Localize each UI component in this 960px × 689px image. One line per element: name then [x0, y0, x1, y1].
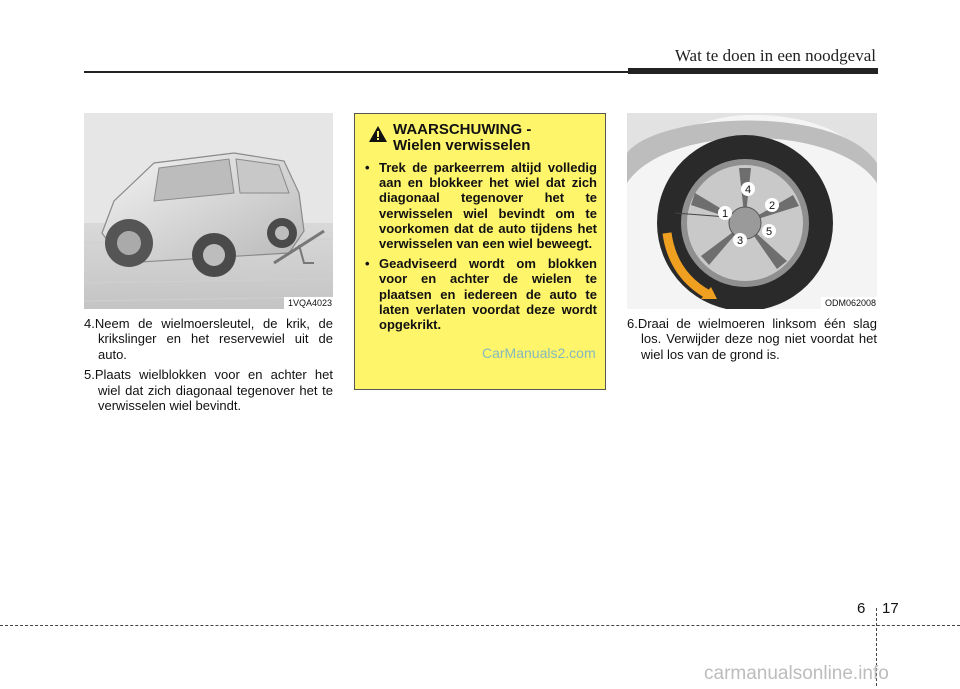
warning-subtitle: Wielen verwisselen — [393, 137, 531, 154]
warning-item — [365, 256, 597, 332]
step-number: 5. — [84, 367, 95, 383]
lug-nut-label: 5 — [765, 226, 773, 238]
warning-item-text: Trek de parkeerrem altijd volledig aan en blokkeer het wiel dat zich diagonaal tegenover het te verwisselen wiel bevindt om te voorkomen dat de auto tijdens het verwisselen van een wiel beweegt. — [379, 160, 597, 252]
steps-left — [84, 316, 333, 418]
page-section-number: 6 — [857, 600, 866, 617]
step-text: Neem de wielmoersleutel, de krik, de krikslinger en het reservewiel uit de auto. — [94, 316, 333, 362]
lug-nut-label: 1 — [721, 208, 729, 220]
lug-nut-label: 2 — [768, 200, 776, 212]
step-text: Plaats wielblokken voor en achter het wiel dat zich diagonaal tegenover het te verwisselen wiel bevindt. — [94, 367, 333, 414]
step-number: 4. — [84, 316, 95, 331]
lug-nut-label: 3 — [736, 235, 744, 247]
wheel-figure — [627, 113, 877, 309]
figure-code: ODM062008 — [821, 297, 877, 309]
step-number: 6. — [627, 316, 638, 331]
lug-nut-label: 4 — [744, 184, 752, 196]
watermark-middle: CarManuals2.com — [482, 345, 596, 361]
warning-title — [393, 122, 531, 154]
watermark-bottom: carmanualsonline.info — [704, 663, 889, 684]
step-text: Draai de wielmoeren linksom één slag los. Verwijder deze nog niet voordat het wiel los van de grond is. — [637, 316, 877, 362]
step-item — [84, 367, 333, 413]
warning-title-main: WAARSCHUWING - — [393, 121, 532, 138]
footer-rule — [0, 625, 960, 626]
page-header-title: Wat te doen in een noodgeval — [674, 46, 876, 65]
car-jack-figure — [84, 113, 333, 309]
page-number: 17 — [882, 600, 899, 617]
bullet: • — [365, 256, 370, 272]
warning-item — [365, 160, 597, 251]
warning-header — [365, 122, 597, 154]
step-item — [627, 316, 877, 362]
step-item — [84, 316, 333, 362]
warning-triangle-icon — [369, 126, 387, 142]
figure-code: 1VQA4023 — [284, 297, 333, 309]
warning-list — [365, 160, 597, 332]
bullet: • — [365, 160, 370, 175]
header-rule-accent — [628, 68, 878, 74]
steps-right — [627, 316, 877, 367]
wheel-lug-nut-illustration — [627, 113, 877, 309]
car-on-jack-illustration — [84, 113, 333, 309]
warning-item-text: Geadviseerd wordt om blokken voor en achter de wielen te plaatsen en iedereen de auto te laten verlaten voordat deze wordt opgekrikt. — [379, 256, 597, 333]
